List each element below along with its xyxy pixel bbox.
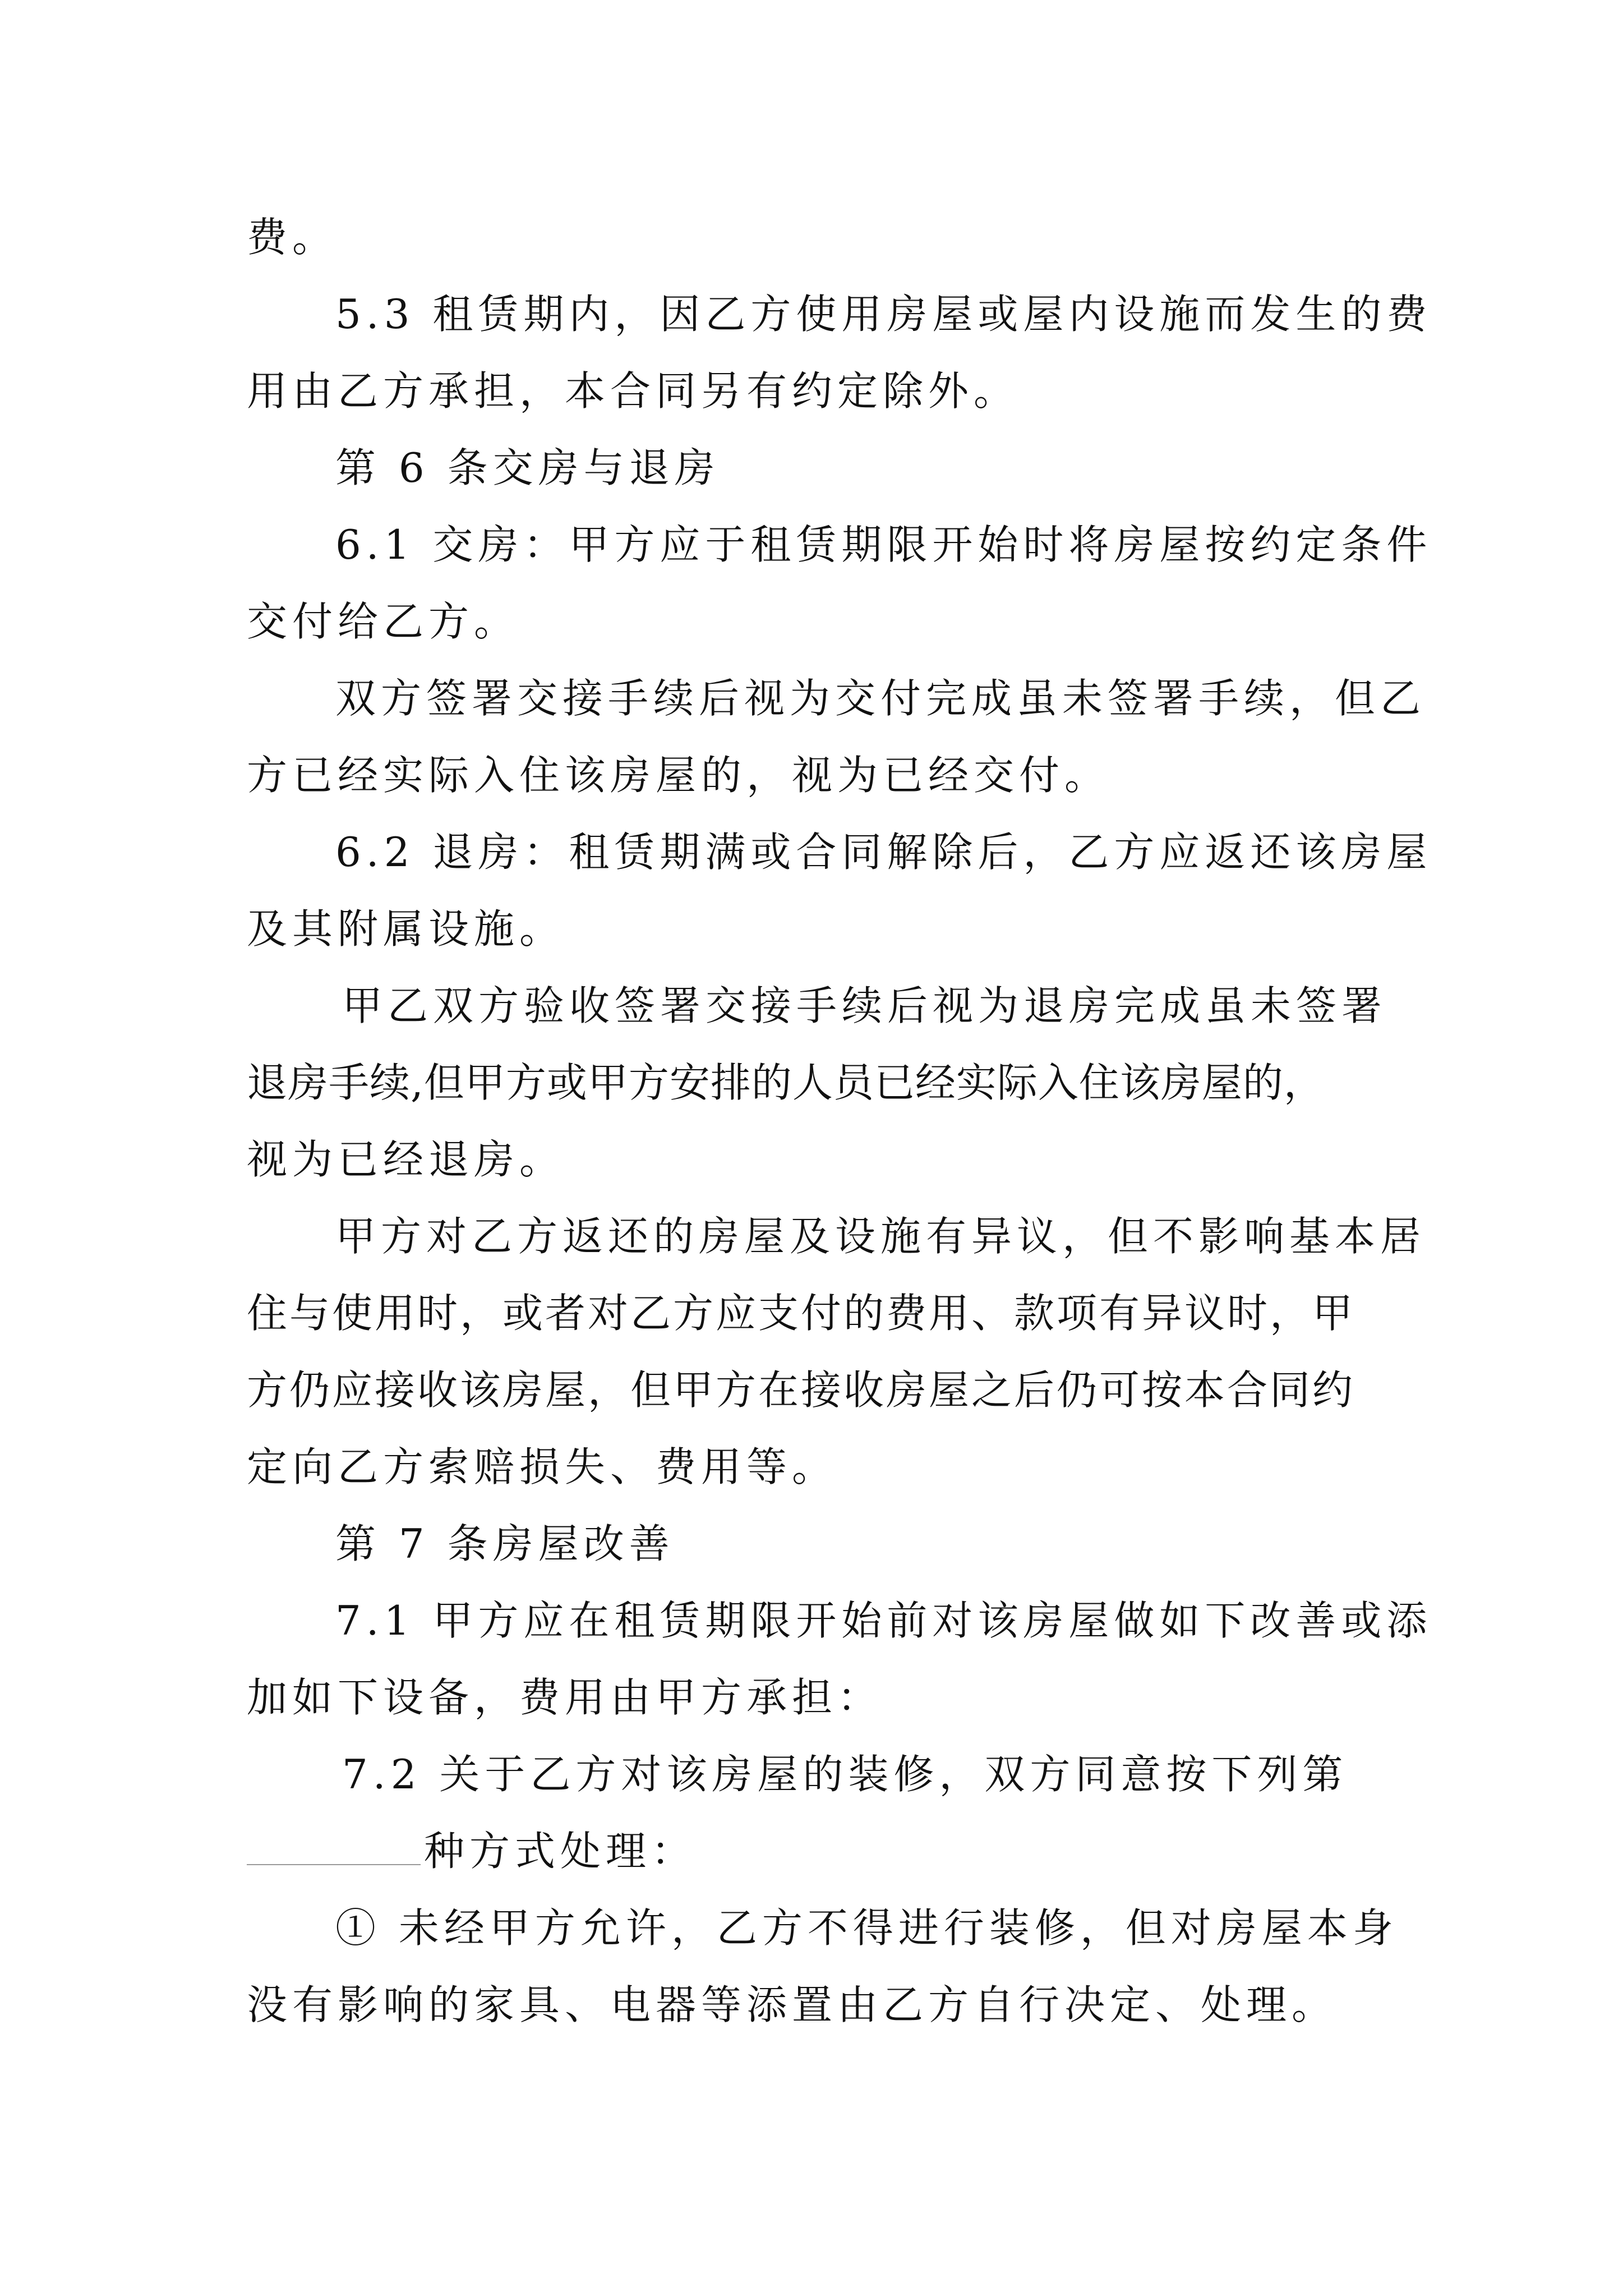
text-line: 加如下设备，费用由甲方承担： (247, 1674, 883, 1721)
text-line: 视为已经退房。 (247, 1136, 565, 1183)
article-6-heading: 第 6 条交房与退房 (335, 444, 720, 491)
clause-6-2: 6.2 退房：租赁期满或合同解除后，乙方应返还该房屋 (335, 829, 1432, 876)
clause-5-3: 5.3 租赁期内，因乙方使用房屋或屋内设施而发生的费 (335, 291, 1432, 338)
document-body (247, 199, 1432, 2044)
text-line: 用由乙方承担，本合同另有约定除外。 (247, 367, 1020, 415)
text-line: 住与使用时，或者对乙方应支付的费用、款项有异议时，甲 (247, 1290, 1355, 1337)
fill-in-blank[interactable] (247, 1830, 421, 1865)
paragraph-line: 双方签署交接手续后视为交付完成虽未签署手续，但乙 (335, 675, 1426, 722)
clause-7-1: 7.1 甲方应在租赁期限开始前对该房屋做如下改善或添 (335, 1597, 1432, 1644)
text-line: 退房手续,但甲方或甲方安排的人员已经实际入住该房屋的， (247, 1059, 1325, 1106)
paragraph-line: 甲乙双方验收签署交接手续后视为退房完成虽未签署 (342, 982, 1387, 1029)
text-line: 交付给乙方。 (247, 598, 520, 645)
text-line: 方仍应接收该房屋，但甲方在接收房屋之后仍可按本合同约 (247, 1366, 1355, 1414)
article-7-heading: 第 7 条房屋改善 (335, 1520, 675, 1567)
text-line: 方已经实际入住该房屋的，视为已经交付。 (247, 752, 1110, 799)
paragraph-line: 甲方对乙方返还的房屋及设施有异议，但不影响基本居 (335, 1213, 1426, 1260)
text-line: 费。 (247, 214, 338, 261)
text-line: 及其附属设施。 (247, 905, 565, 953)
text-line: 没有影响的家具、电器等添置由乙方自行决定、处理。 (247, 1981, 1338, 2028)
clause-6-1: 6.1 交房：甲方应于租赁期限开始时将房屋按约定条件 (335, 521, 1432, 568)
text-line: 定向乙方索赔损失、费用等。 (247, 1443, 838, 1490)
option-1: ① 未经甲方允许，乙方不得进行装修，但对房屋本身 (335, 1904, 1398, 1952)
text-fragment: 种方式处理： (424, 1828, 697, 1875)
clause-7-2: 7.2 关于乙方对该房屋的装修，双方同意按下列第 (342, 1751, 1348, 1798)
text-line (247, 1813, 1391, 1890)
